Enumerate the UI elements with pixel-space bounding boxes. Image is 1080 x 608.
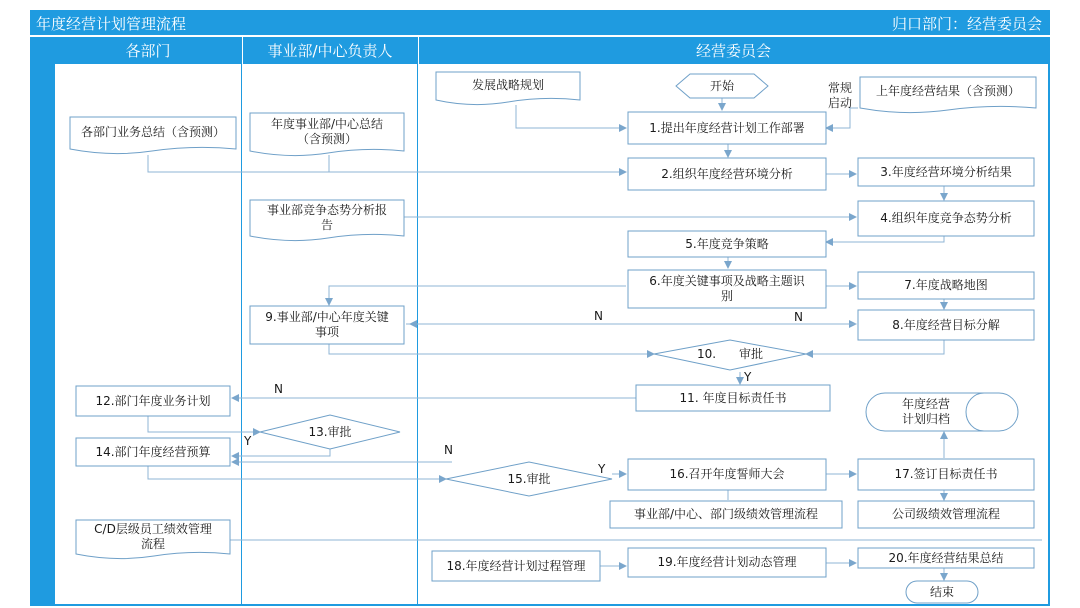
step-10-approval: 10. 审批 bbox=[697, 346, 763, 361]
start-terminal: 开始 bbox=[709, 78, 734, 93]
edge-label-yes: Y bbox=[244, 434, 252, 448]
edge-label-yes: Y bbox=[744, 370, 752, 384]
edge bbox=[516, 105, 626, 128]
step-18-box: 18.年度经营计划过程管理 bbox=[446, 558, 586, 573]
lane-header-departments: 各部门 bbox=[55, 37, 241, 64]
step-15-approval: 15.审批 bbox=[507, 471, 551, 486]
step-4-box: 4.组织年度竞争态势分析 bbox=[880, 211, 1012, 225]
bu-summary-doc: 年度事业部/中心总结 （含预测） bbox=[270, 117, 384, 146]
step-1-box: 1.提出年度经营计划工作部署 bbox=[649, 120, 805, 135]
end-terminal: 结束 bbox=[929, 584, 954, 599]
edge bbox=[329, 344, 654, 354]
step-5-box: 5.年度竞争策略 bbox=[685, 236, 769, 251]
edge bbox=[148, 466, 446, 479]
bu-competition-report-doc: 事业部竞争态势分析报 告 bbox=[266, 203, 387, 232]
step-20-box: 20.年度经营结果总结 bbox=[888, 550, 1004, 565]
edge bbox=[148, 416, 260, 432]
edge bbox=[232, 449, 330, 456]
cd-perf-flow-doc: C/D层级员工绩效管理 流程 bbox=[94, 522, 212, 551]
step-14-box: 14.部门年度经营预算 bbox=[95, 444, 211, 459]
edge bbox=[148, 155, 626, 172]
step-2-box: 2.组织年度经营环境分析 bbox=[661, 166, 793, 181]
edge-label-no: N bbox=[274, 382, 283, 396]
step-12-box: 12.部门年度业务计划 bbox=[95, 393, 211, 408]
step-11-box: 11. 年度目标责任书 bbox=[679, 390, 787, 405]
page-title: 年度经营计划管理流程 bbox=[36, 15, 187, 33]
dept-summary-doc: 各部门业务总结（含预测） bbox=[80, 124, 225, 139]
bu-perf-flow-box: 事业部/中心、部门级绩效管理流程 bbox=[633, 507, 819, 521]
corp-perf-flow-box: 公司级绩效管理流程 bbox=[891, 507, 1000, 521]
edge bbox=[806, 340, 944, 354]
last-year-result-doc: 上年度经营结果（含预测） bbox=[875, 83, 1020, 98]
archive-storage: 年度经营 计划归档 bbox=[901, 397, 950, 426]
strategy-plan-doc: 发展战略规划 bbox=[471, 77, 544, 92]
step-6-box: 6.年度关键事项及战略主题识 别 bbox=[649, 274, 805, 303]
step-13-approval: 13.审批 bbox=[308, 424, 352, 439]
step-7-box: 7.年度战略地图 bbox=[904, 278, 988, 292]
regular-start-label: 常规 启动 bbox=[827, 81, 852, 110]
edge-label-no: N bbox=[794, 310, 803, 324]
step-3-box: 3.年度经营环境分析结果 bbox=[880, 164, 1012, 179]
step-8-box: 8.年度经营目标分解 bbox=[892, 317, 1000, 332]
lane-header-committee: 经营委员会 bbox=[419, 37, 1048, 64]
step-9-box: 9.事业部/中心年度关键 事项 bbox=[265, 310, 389, 339]
step-17-box: 17.签订目标责任书 bbox=[894, 467, 998, 481]
edge bbox=[826, 236, 944, 242]
edge-label-no: N bbox=[444, 443, 453, 457]
edge-label-no: N bbox=[594, 309, 603, 323]
edge-label-yes: Y bbox=[598, 462, 606, 476]
lane-header-bu-heads: 事业部/中心负责人 bbox=[243, 37, 417, 64]
edge bbox=[329, 286, 626, 305]
owner-department: 归口部门：经营委员会 bbox=[891, 15, 1042, 33]
step-19-box: 19.年度经营计划动态管理 bbox=[657, 555, 797, 569]
step-16-box: 16.召开年度誓师大会 bbox=[669, 467, 785, 481]
